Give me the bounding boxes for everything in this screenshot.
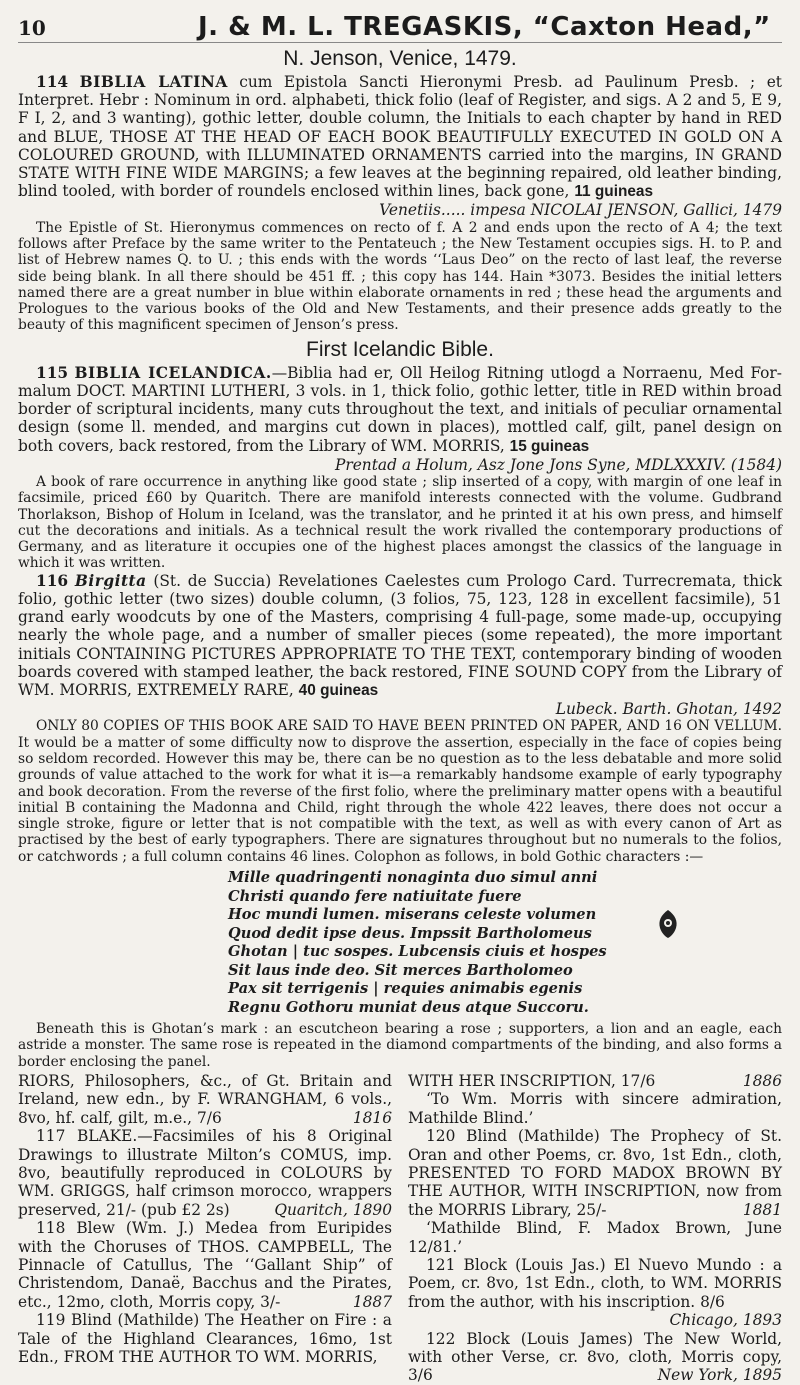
running-title: J. & M. L. TREGASKIS, “Caxton Head,” xyxy=(198,12,771,42)
lot-imprint: Lubeck. Barth. Ghotan, 1492 xyxy=(555,700,782,719)
list-item-text: 120 Blind (Mathilde) The Prophecy of St. Oran and other Poems, cr. 8vo, 1st Edn., cloth, PRESENTED TO FORD MADOX BROWN BY THE AUTHOR, WITH INSCRIPTION, now from the MORRIS Library, 25/- xyxy=(408,1127,782,1219)
colophon-line: Mille quadringenti nonaginta duo simul anni xyxy=(228,869,598,886)
list-item xyxy=(408,1330,782,1385)
two-column-listing xyxy=(18,1072,782,1385)
list-item xyxy=(408,1256,782,1330)
colophon-line: Pax sit terrigenis | requies animabis egenis xyxy=(228,980,583,997)
lot-note: ONLY 80 COPIES OF THIS BOOK ARE SAID TO HAVE BEEN PRINTED ON PAPER, AND 16 ON VELLUM. It would be a matter of some difficulty now to disprove the assertion, especially in the face of copies being so seldom recorded. However this may be, there can be no question as to the less debatable and more solid grounds of value attached to the work for what it is—a remarkably handsome example of early typography and book decoration. From the reverse of the first folio, where the preliminary matter opens with a beautiful initial B containing the Madonna and Child, right through the whole 422 leaves, there does not occur a single stroke, figure or letter that is not compatible with the text, as well as with every canon of Art as practised by the best of early typographers. There are signatures throughout but no numerals to the folios, or catchwords ; a full column contains 46 lines. Colophon as follows, in bold Gothic characters :— xyxy=(18,718,782,865)
list-item xyxy=(18,1072,392,1127)
colophon-line: Regnu Gothoru muniat deus atque Succoru. xyxy=(228,998,589,1016)
entry-116 xyxy=(18,572,782,700)
list-item xyxy=(408,1127,782,1219)
list-item xyxy=(18,1311,392,1366)
lot-price: 15 guineas xyxy=(509,437,590,455)
lot-note-after: Beneath this is Ghotan’s mark : an escutcheon bearing a rose ; supporters, a lion and an eagle, each astride a monster. The same rose is repeated in the diamond compartments of the binding, and also forms a border enclosing the panel. xyxy=(18,1021,782,1070)
list-item xyxy=(408,1219,782,1256)
section-heading-icelandic: First Icelandic Bible. xyxy=(306,337,494,361)
list-item-date: Quaritch, 1890 xyxy=(274,1200,392,1219)
list-item-date: 1887 xyxy=(352,1292,392,1311)
colophon-line: Ghotan | tuc sospes. Lubcensis ciuis et hospes xyxy=(228,943,607,960)
lot-title: BIBLIA ICELANDICA. xyxy=(74,363,272,382)
colophon-block xyxy=(18,869,782,1017)
lot-price: 40 guineas xyxy=(298,681,379,699)
section-heading-jenson: N. Jenson, Venice, 1479. xyxy=(283,47,517,70)
list-item-date: Chicago, 1893 xyxy=(669,1311,782,1330)
list-item-date: 1886 xyxy=(742,1071,782,1090)
colophon-line: Christi quando fere natiuitate fuere xyxy=(228,887,522,905)
list-item-date: 1816 xyxy=(352,1108,392,1127)
lot-description: (St. de Succia) Revelationes Caelestes cum Prologo Card. Turrecremata, thick folio, gothic letter (two sizes) double column, (3 folios, 75, 123, 128 in excellent facsimile), 51 grand early woodcuts by one of the Masters, comprising 4 full-page, some made-up, occupying nearly the whole page, and a number of smaller pieces (some repeated), the more important initials CONTAINING PICTURES APPROPRIATE TO THE TEXT, contemporary binding of wooden boards covered with stamped leather, the back restored, FINE SOUND COPY from the Library of WM. MORRIS, EXTREMELY RARE, xyxy=(18,571,782,699)
lot-imprint: Prentad a Holum, Asz Jone Jons Syne, MDLXXXIV. (1584) xyxy=(334,455,782,474)
list-item-text: 122 Block (Louis James) The New World, with other Verse, cr. 8vo, cloth, Morris copy, 3/6 xyxy=(408,1329,782,1385)
left-column xyxy=(18,1072,392,1385)
list-item-text: 117 BLAKE.—Facsimiles of his 8 Original Drawings to illustrate Milton’s COMUS, imp. 8vo, beautifully reproduced in COLOURS by WM. GRIGGS, half crimson morocco, wrappers preserved, 21/- (pub £2 2s) xyxy=(18,1127,392,1219)
lot-description: cum Epistola Sancti Hieronymi Presb. ad Paulinum Presb. ; et Interpret. Hebr : Nominum in ord. alphabeti, thick folio (leaf of Register, and sigs. A 2 and 5, E 9, F I, 2, and 3 wanting), gothic letter, double column, the Initials to each chapter by hand in RED and BLUE, THOSE AT THE HEAD OF EACH BOOK BEAUTIFULLY EXECUTED IN GOLD ON A COLOURED GROUND, with ILLUMINATED ORNAMENTS carried into the margins, IN GRAND STATE WITH FINE WIDE MARGINS; a few leaves at the beginning repaired, old leather binding, blind tooled, with border of roundels enclosed within lines, back gone, xyxy=(18,73,782,201)
lot-price: 11 guineas xyxy=(574,183,654,201)
list-item-text: 119 Blind (Mathilde) The Heather on Fire : a Tale of the Highland Clearances, 16mo, 1st Edn., FROM THE AUTHOR TO WM. MORRIS, xyxy=(18,1311,392,1366)
running-head xyxy=(18,12,782,43)
lot-imprint: Venetiis..... impesa NICOLAI JENSON, Gallici, 1479 xyxy=(379,201,782,220)
list-item-text: WITH HER INSCRIPTION, 17/6 xyxy=(408,1071,656,1090)
list-item-date: 1881 xyxy=(742,1200,782,1219)
list-item-text: 118 Blew (Wm. J.) Medea from Euripides with the Choruses of THOS. CAMPBELL, The Pinnacle of Catullus, The ‘‘Gallant Ship” of Christendom, Danaë, Bacchus and the Pirates, etc., 12mo, cloth, Morris copy, 3/- xyxy=(18,1219,392,1311)
colophon-line: Quod dedit ipse deus. Impssit Bartholomeus xyxy=(228,924,592,942)
entry-115 xyxy=(18,364,782,456)
lot-number: 116 xyxy=(36,571,69,590)
lot-note: A book of rare occurrence in anything like good state ; slip inserted of a copy, with margin of one leaf in facsimile, priced £60 by Quaritch. There are manifold interests connected with the volume. Gudbrand Thorlakson, Bishop of Holum in Iceland, was the translator, and he printed it at his own press, and himself cut the decorations and initials. As a technical result the work rivalled the contemporary productions of Germany, and as literature it occupies one of the highest places amongst the classics of the language in which it was written. xyxy=(18,473,782,572)
list-item-text: ‘Mathilde Blind, F. Madox Brown, June 12/81.’ xyxy=(408,1219,782,1256)
lot-note: The Epistle of St. Hieronymus commences on recto of f. A 2 and ends upon the recto of A 4; the text follows after Preface by the same writer to the Pentateuch ; the New Testament occupies sigs. H. to P. and list of Hebrew names Q. to U. ; this ends with the words ‘‘Laus Deo” on the recto of last leaf, the reverse side being blank. In all there should be 451 ff. ; this copy has 144. Hain *3073. Besides the initial letters named there are a great number in blue within elaborate ornaments in red ; these head the arguments and Prologues to the various books of the Old and New Testaments, and their presence adds greatly to the beauty of this magnificent specimen of Jenson’s press. xyxy=(18,219,782,334)
list-item xyxy=(18,1127,392,1219)
colophon-line: Hoc mundi lumen. miserans celeste volumen xyxy=(228,906,597,923)
colophon-lines xyxy=(228,869,782,1017)
printer-mark-icon xyxy=(656,909,680,939)
right-column xyxy=(408,1072,782,1385)
list-item-date: New York, 1895 xyxy=(657,1366,782,1385)
list-item xyxy=(408,1090,782,1127)
entry-114 xyxy=(18,73,782,201)
list-item xyxy=(408,1072,782,1090)
page-number: 10 xyxy=(18,16,46,40)
colophon-line: Sit laus inde deo. Sit merces Bartholomeo xyxy=(228,961,573,979)
list-item-text: RIORS, Philosophers, &c., of Gt. Britain and Ireland, new edn., by F. WRANGHAM, 6 vols., 8vo, hf. calf, gilt, m.e., 7/6 xyxy=(18,1071,392,1127)
lot-number: 114 xyxy=(36,73,69,91)
lot-title: Birgitta xyxy=(74,571,147,590)
lot-title: BIBLIA LATINA xyxy=(79,73,228,91)
lot-description: —Biblia had er, Oll Heilog Ritning utlogd a Norraenu, Med For-malum DOCT. MARTINI LUTHERI, 3 vols. in 1, thick folio, gothic letter, title in RED within broad border of scriptural incidents, many cuts throughout the text, and initials of peculiar ornamental design (some ll. mended, and margins cut down in places), mottled calf, gilt, panel design on both covers, back restored, from the Library of WM. MORRIS, xyxy=(18,363,782,455)
lot-number: 115 xyxy=(36,363,69,382)
list-item-text: 121 Block (Louis Jas.) El Nuevo Mundo : a Poem, cr. 8vo, 1st Edn., cloth, to WM. MORRIS from the author, with his inscription. 8/6 xyxy=(408,1255,782,1311)
list-item-text: ‘To Wm. Morris with sincere admiration, Mathilde Blind.’ xyxy=(408,1090,782,1127)
list-item xyxy=(18,1219,392,1311)
